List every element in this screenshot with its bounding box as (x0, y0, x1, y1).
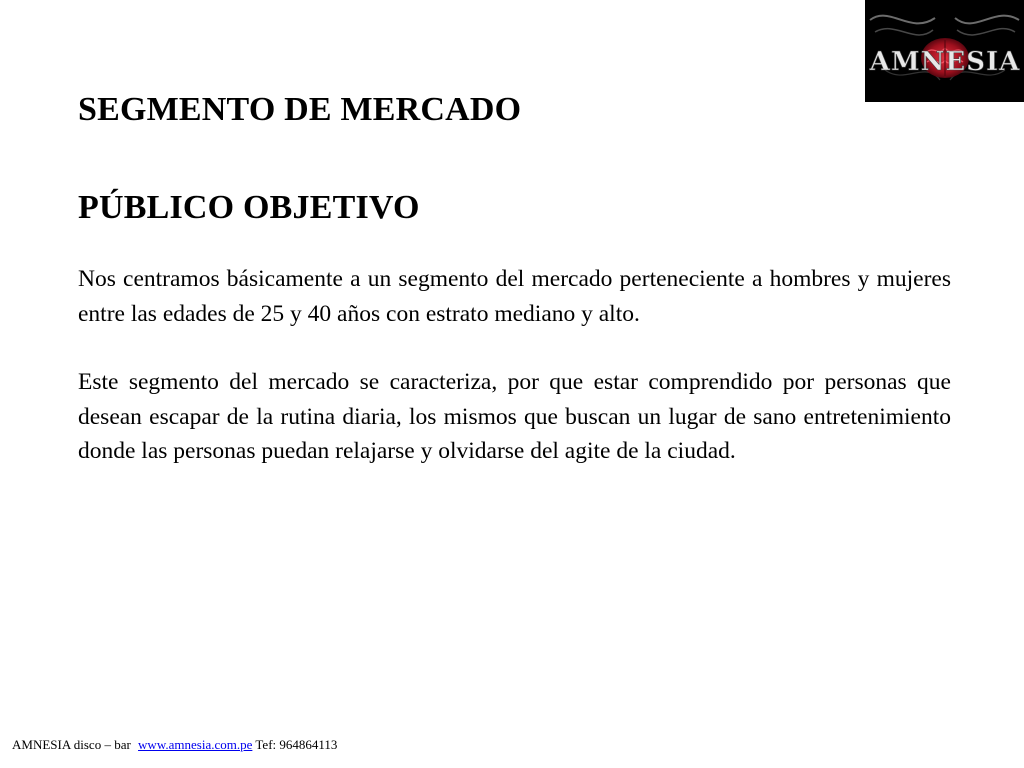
footer (12, 736, 337, 754)
paragraph-target-audience: Nos centramos básicamente a un segmento del mercado perteneciente a hombres y mujeres entre las edades de 25 y 40 años con estrato mediano y alto. (78, 266, 951, 327)
slide-title: SEGMENTO DE MERCADO (78, 91, 522, 128)
footer-phone-number: 964864113 (279, 737, 338, 752)
logo-wordmark: AMNESIA (869, 47, 1021, 77)
footer-phone-label: Tef: (255, 737, 277, 752)
logo-graphic-icon (865, 0, 1024, 102)
footer-website-link[interactable]: www.amnesia.com.pe (138, 737, 253, 752)
slide-subtitle: PÚBLICO OBJETIVO (78, 189, 420, 226)
body-text (78, 262, 951, 469)
footer-business-name: AMNESIA disco – bar (12, 737, 131, 752)
amnesia-logo (865, 0, 1024, 102)
paragraph-segment-description: Este segmento del mercado se caracteriza, por que estar comprendido por personas que desean escapar de la rutina diaria, los mismos que buscan un lugar de sano entretenimiento donde las personas puedan relajarse y olvidarse del agite de la ciudad. (78, 369, 951, 464)
